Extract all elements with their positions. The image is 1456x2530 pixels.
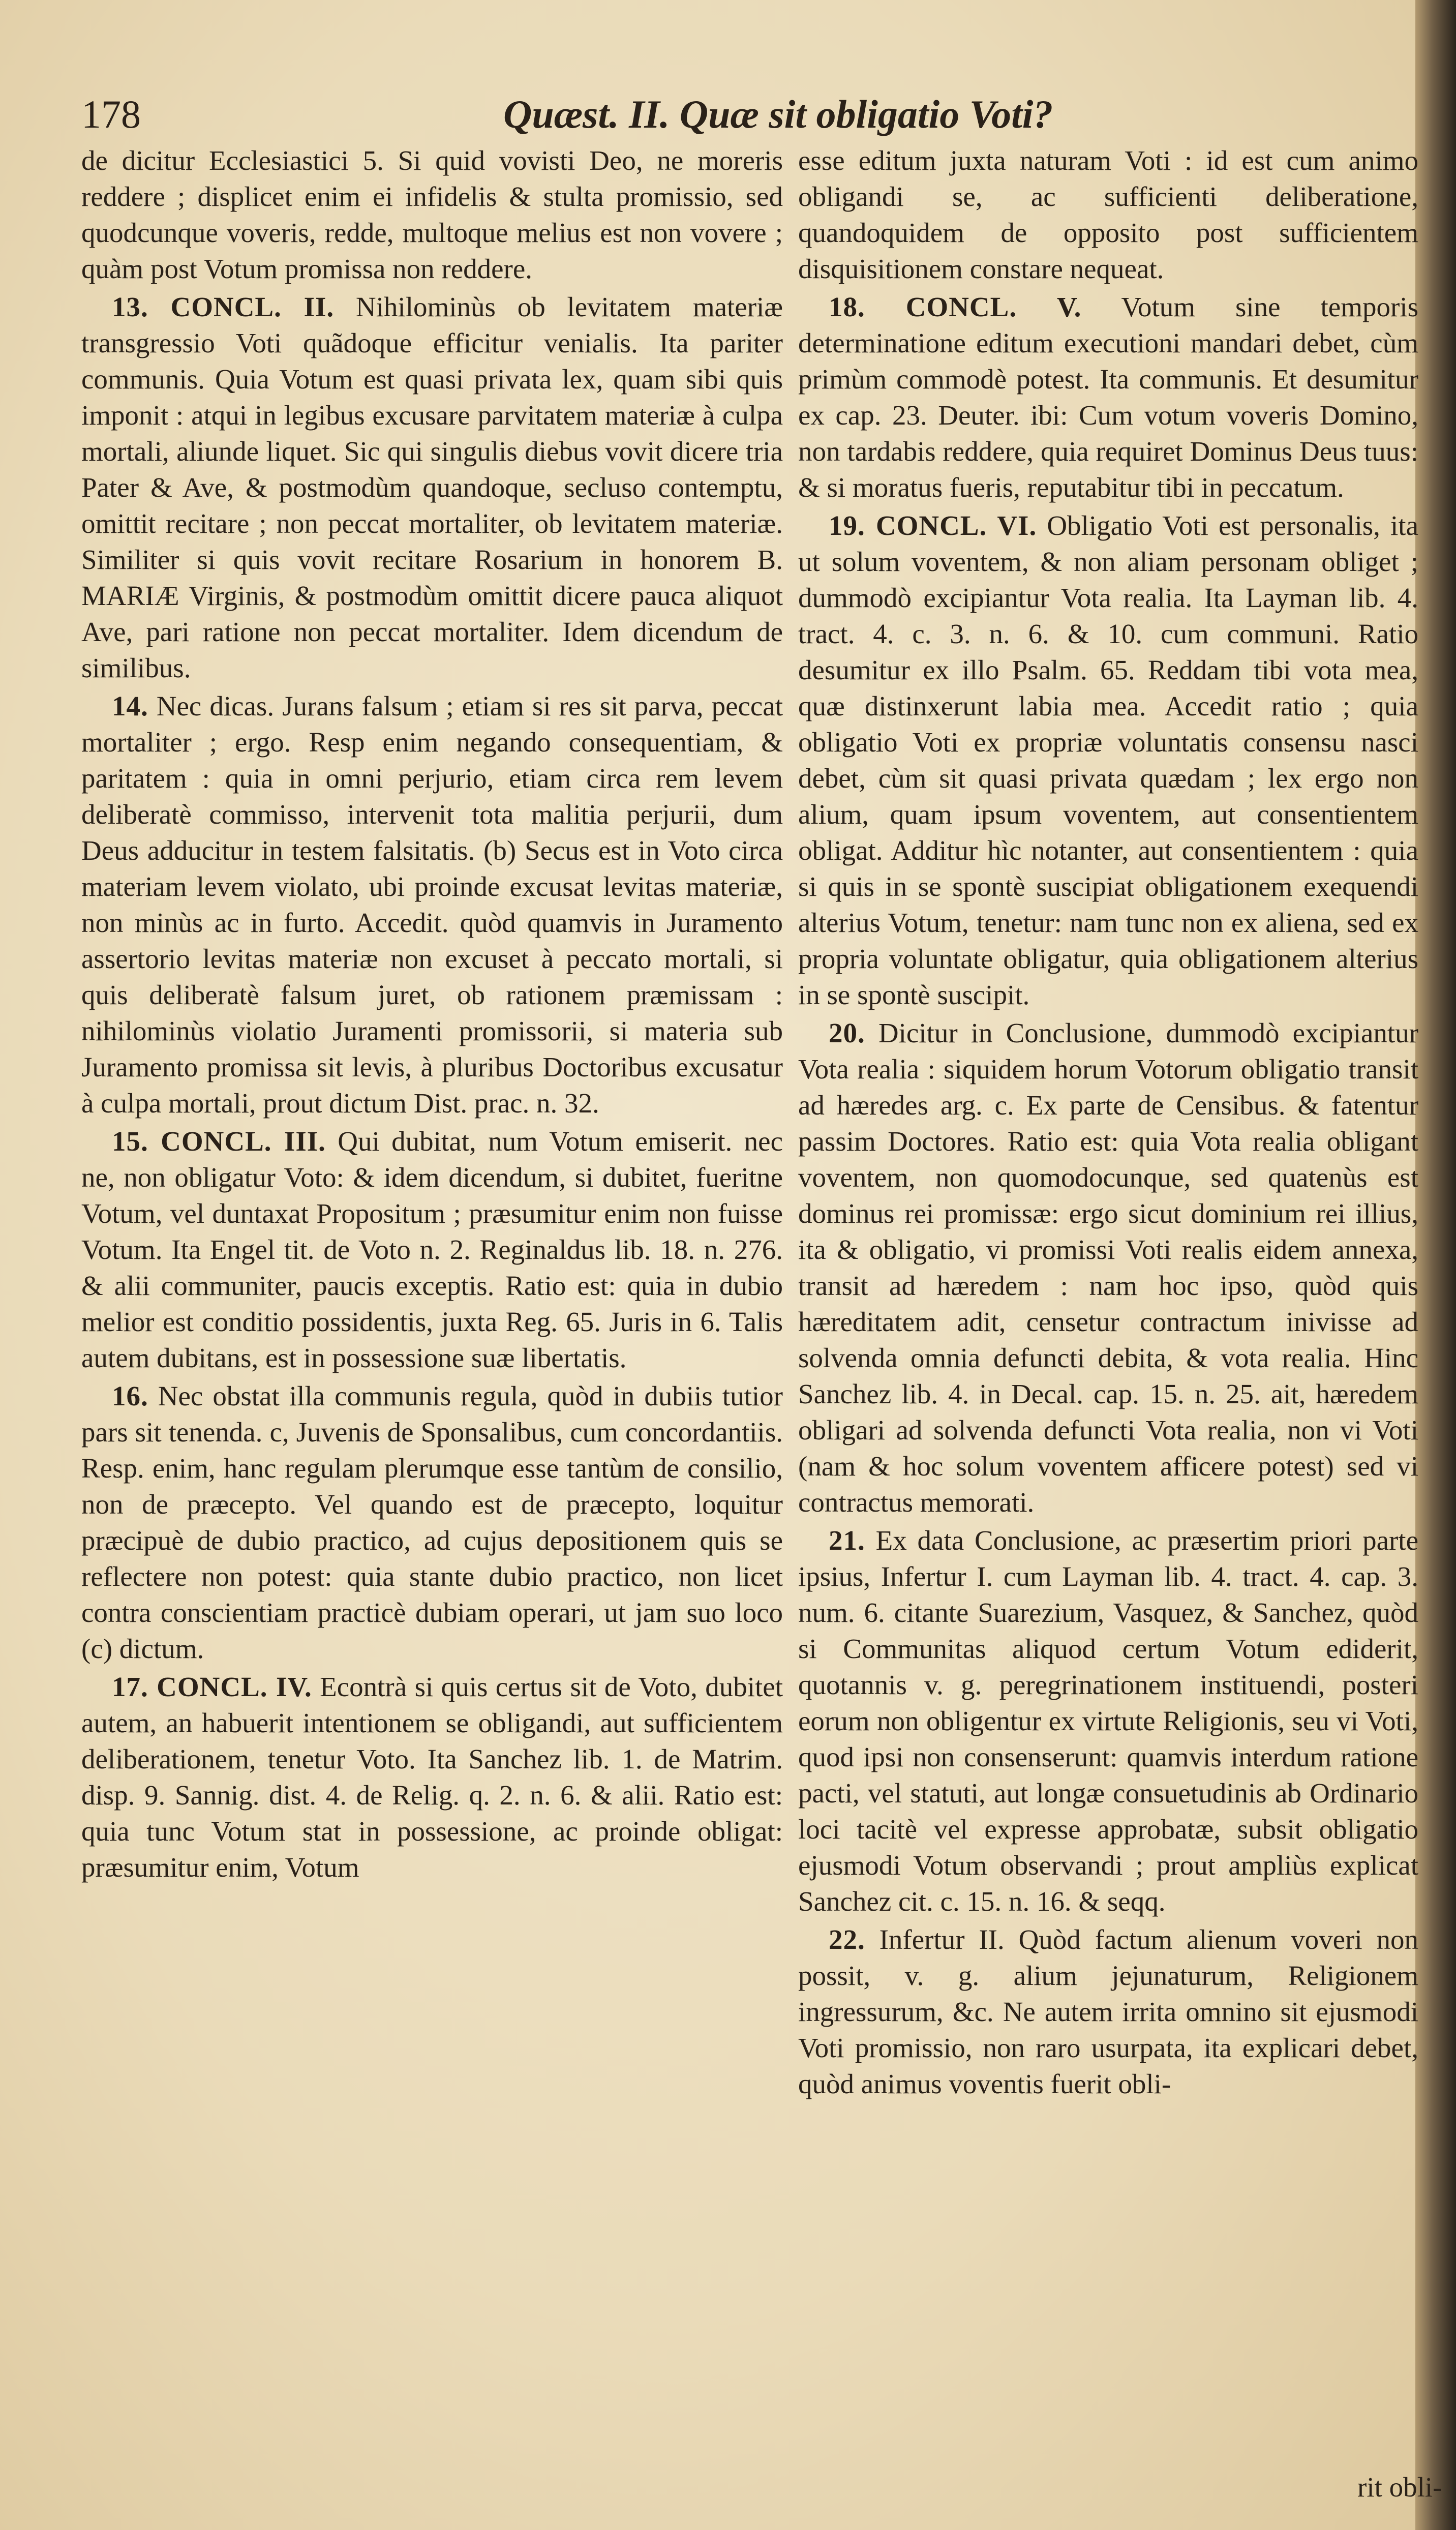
section-number: 22.	[829, 1924, 865, 1955]
paragraph: 18. CONCL. V. Votum sine temporis determinatione editum executioni mandari debet, cùm primùm commodè potest. Ita communis. Et desumitur ex cap. 23. Deuter. ibi: Cum votum voveris Domino, non tardabis reddere, quia requiret Dominus Deus tuus: & si moratus fueris, reputabitur tibi in peccatum.	[798, 291, 1418, 503]
section-number: 13. CONCL. II.	[112, 291, 335, 322]
section-number: 14.	[112, 690, 148, 721]
section-number: 18. CONCL. V.	[829, 291, 1082, 322]
paragraph: 19. CONCL. VI. Obligatio Voti est personalis, ita ut solum voventem, & non aliam personam obliget ; dummodò excipiantur Vota realia. Ita Layman lib. 4. tract. 4. c. 3. n. 6. & 10. cum communi. Ratio desumitur ex illo Psalm. 65. Reddam tibi vota mea, quæ distinxerunt labia mea. Accedit ratio ; quia obligatio Voti ex propriæ voluntatis consensu nasci debet, cùm sit quasi privata quædam ; lex ergo non alium, quam ipsum voventem, aut consentientem obligat. Additur hìc notanter, aut consentientem : quia si quis in se spontè suscipiat obligationem exequendi alterius Votum, tenetur: nam tunc non ex aliena, sed ex propria voluntate obligatur, quia obligationem alterius in se spontè suscipit.	[798, 510, 1418, 1010]
catchword: rit obli-	[1357, 2472, 1442, 2503]
page-header	[81, 86, 1098, 142]
section-number: 17. CONCL. IV.	[112, 1671, 312, 1702]
page-number: 178	[81, 92, 141, 136]
paragraph: 14. Nec dicas. Jurans falsum ; etiam si res sit parva, peccat mortaliter ; ergo. Resp enim negando consequentiam, & paritatem : quia in omni perjurio, etiam circa rem levem deliberatè commisso, intervenit tota malitia perjurii, dum Deus adducitur in testem falsitatis. (b) Secus est in Voto circa materiam levem violato, ubi proinde excusat levitas materiæ, non minùs ac in furto. Accedit. quòd quamvis in Juramento assertorio levitas materiæ non excuset à peccato mortali, si quis deliberatè falsum juret, ob rationem præmissam : nihilominùs violatio Juramenti promissorii, si materia sub Juramento promissa sit levis, à pluribus Doctoribus excusatur à culpa mortali, prout dictum Dist. prac. n. 32.	[81, 690, 783, 1119]
paragraph: 13. CONCL. II. Nihilominùs ob levitatem materiæ transgressio Voti quãdoque efficitur venialis. Ita pariter communis. Quia Votum est quasi privata lex, quam sibi quis imponit : atqui in legibus excusare parvitatem materiæ à culpa mortali, aliunde liquet. Sic qui singulis diebus vovit dicere tria Pater & Ave, & postmodùm quandoque, secluso contemptu, omittit recitare ; non peccat mortaliter, ob levitatem materiæ. Similiter si quis vovit recitare Rosarium in honorem B. MARIÆ Virginis, & postmodùm omittit dicere pauca aliquot Ave, pari ratione non peccat mortaliter. Idem dicendum de similibus.	[81, 291, 783, 683]
paragraph: 16. Nec obstat illa communis regula, quòd in dubiis tutior pars sit tenenda. c, Juvenis de Sponsalibus, cum concordantiis. Resp. enim, hanc regulam plerumque esse tantùm de consilio, non de præcepto. Vel quando est de præcepto, loquitur præcipuè de dubio practico, ad cujus depositionem quis se reflectere non potest: quia stante dubio practico, non licet contra conscientiam practicè dubiam operari, ut jam suo loco (c) dictum.	[81, 1380, 783, 1664]
paragraph: esse editum juxta naturam Voti : id est cum animo obligandi se, ac sufficienti deliberatione, quandoquidem de opposito post sufficientem disquisitionem constare nequeat.	[798, 145, 1418, 284]
section-number: 15. CONCL. III.	[112, 1126, 326, 1157]
paragraph: 21. Ex data Conclusione, ac præsertim priori parte ipsius, Infertur I. cum Layman lib. 4. tract. 4. cap. 3. num. 6. citante Suarezium, Vasquez, & Sanchez, quòd si Communitas aliquod certum Votum ediderit, quotannis v. g. peregrinationem instituendi, posteri eorum non obligentur ex virtute Religionis, seu vi Voti, quod ipsi non consenserunt: quamvis interdum ratione pacti, vel statuti, aut longæ consuetudinis ab Ordinario loci tacitè vel expresse approbatæ, subsit obligatio ejusmodi Votum observandi ; prout ampliùs explicat Sanchez cit. c. 15. n. 16. & seqq.	[798, 1525, 1418, 1917]
left-column	[81, 142, 783, 2461]
paragraph: 15. CONCL. III. Qui dubitat, num Votum emiserit. nec ne, non obligatur Voto: & idem dicendum, si dubitet, fueritne Votum, vel duntaxat Propositum ; præsumitur enim non fuisse Votum. Ita Engel tit. de Voto n. 2. Reginaldus lib. 18. n. 276. & alii communiter, paucis exceptis. Ratio est: quia in dubio melior est conditio possidentis, juxta Reg. 65. Juris in 6. Talis autem dubitans, est in possessione suæ libertatis.	[81, 1126, 783, 1373]
section-number: 16.	[112, 1380, 148, 1411]
book-gutter	[1415, 0, 1456, 2530]
paragraph: 20. Dicitur in Conclusione, dummodò excipiantur Vota realia : siquidem horum Votorum obligatio transit ad hæredes arg. c. Ex parte de Censibus. & fatentur passim Doctores. Ratio est: quia Vota realia obligant voventem, non quomodocunque, sed quatenùs est dominus rei promissæ: ergo sicut dominium rei illius, ita & obligatio, vi promissi Voti realis eidem annexa, transit ad hæredem : nam hoc ipso, quòd quis hæreditatem adit, censetur contractum inivisse ad solvenda omnia defuncti debita, & vota realia. Hinc Sanchez lib. 4. in Decal. cap. 15. n. 25. ait, hæredem obligari ad solvenda defuncti Vota realia, non vi Voti (nam & hoc solum voventem afficere potest) sed vi contractus memorati.	[798, 1017, 1418, 1518]
paragraph: 22. Infertur II. Quòd factum alienum voveri non possit, v. g. alium jejunaturum, Religionem ingressurum, &c. Ne autem irrita omnino sit ejusmodi Voti promissio, non raro usurpata, ita explicari debet, quòd animus voventis fuerit obli-	[798, 1924, 1418, 2099]
right-column	[798, 142, 1418, 2461]
running-title: Quæst. II. Quæ sit obligatio Voti?	[503, 92, 1053, 136]
paragraph: 17. CONCL. IV. Econtrà si quis certus sit de Voto, dubitet autem, an habuerit intentionem se obligandi, aut sufficientem deliberationem, tenetur Voto. Ita Sanchez lib. 1. de Matrim. disp. 9. Sannig. dist. 4. de Relig. q. 2. n. 6. & alii. Ratio est: quia tunc Votum stat in possessione, ac proinde obligat: præsumitur enim, Votum	[81, 1671, 783, 1883]
section-number: 20.	[829, 1017, 865, 1048]
paragraph: de dicitur Ecclesiastici 5. Si quid vovisti Deo, ne moreris reddere ; displicet enim ei infidelis & stulta promissio, sed quodcunque voveris, redde, multoque melius est non vovere ; quàm post Votum promissa non reddere.	[81, 145, 783, 284]
section-number: 21.	[829, 1525, 865, 1556]
section-number: 19. CONCL. VI.	[829, 510, 1037, 541]
